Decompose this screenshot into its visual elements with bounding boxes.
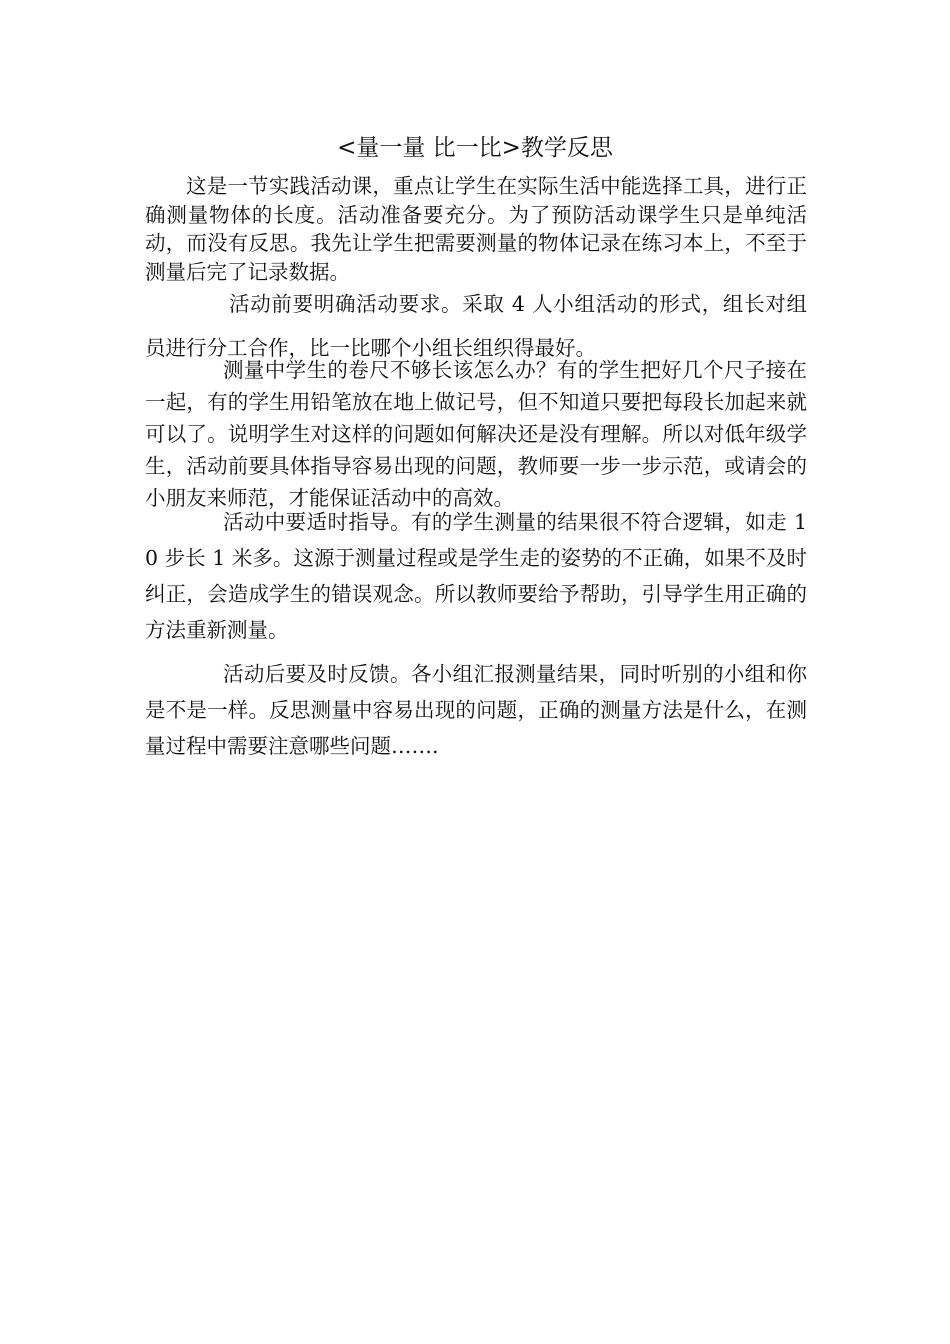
paragraph-before-activity: 活动前要明确活动要求。采取 4 人小组活动的形式，组长对组员进行分工合作，比一比哪个小组长组织得最好。 xyxy=(145,292,807,360)
paragraph-during-measurement: 测量中学生的卷尺不够长该怎么办？有的学生把好几个尺子接在一起，有的学生用铅笔放在地上做记号，但不知道只要把每段长加起来就可以了。说明学生对这样的问题如何解决还是没有理解。所以对低年级学生，活动前要具体指导容易出现的问题，教师要一步一步示范，或请会的小朋友来师范，才能保证活动中的高效。 xyxy=(145,358,807,510)
paragraph-feedback: 活动后要及时反馈。各小组汇报测量结果，同时听别的小组和你是不是一样。反思测量中容易出现的问题，正确的测量方法是什么，在测量过程中需要注意哪些问题……. xyxy=(145,662,807,758)
document-title: <量一量 比一比>教学反思 xyxy=(337,135,613,161)
paragraph-guidance: 活动中要适时指导。有的学生测量的结果很不符合逻辑，如走 10 步长 1 米多。这源于测量过程或是学生走的姿势的不正确，如果不及时纠正，会造成学生的错误观念。所以教师要给予帮助，引导学生用正确的方法重新测量。 xyxy=(145,510,807,642)
paragraph-intro: 这是一节实践活动课，重点让学生在实际生活中能选择工具，进行正确测量物体的长度。活动准备要充分。为了预防活动课学生只是单纯活动，而没有反思。我先让学生把需要测量的物体记录在练习本上，不至于测量后完了记录数据。 xyxy=(145,174,807,284)
